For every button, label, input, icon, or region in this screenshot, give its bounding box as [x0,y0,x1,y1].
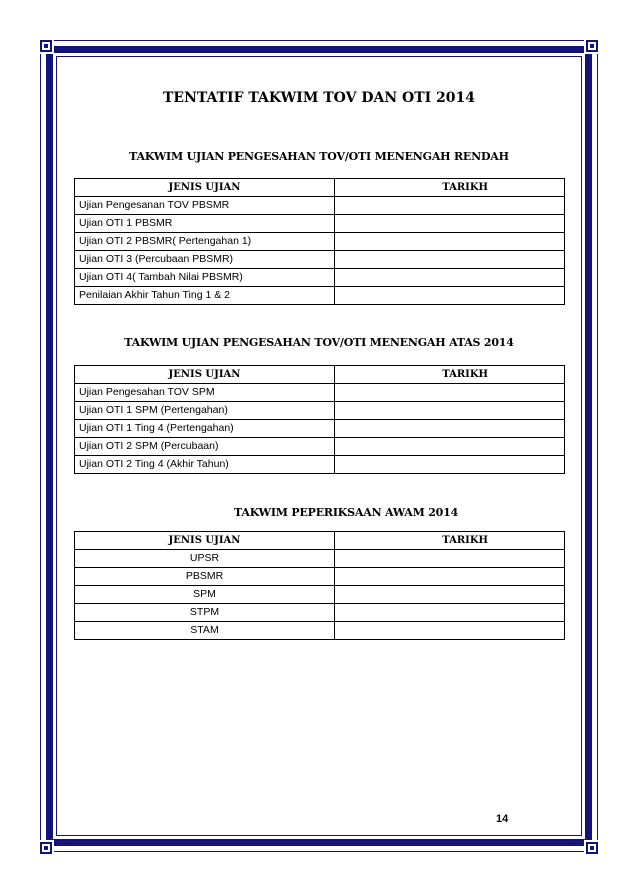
cell-tarikh [335,233,565,251]
cell-tarikh [335,269,565,287]
cell-jenis-ujian: Ujian OTI 2 PBSMR( Pertengahan 1) [75,233,335,251]
cell-tarikh [335,568,565,586]
header-jenis-ujian: JENIS UJIAN [75,179,335,197]
table-menengah-atas [74,365,565,474]
cell-jenis-ujian: Ujian OTI 1 PBSMR [75,215,335,233]
table-row [75,622,565,640]
cell-tarikh [335,586,565,604]
cell-tarikh [335,384,565,402]
table-peperiksaan-awam [74,531,565,640]
cell-tarikh [335,550,565,568]
table-row [75,568,565,586]
cell-tarikh [335,215,565,233]
table-row [75,586,565,604]
table-row [75,456,565,474]
cell-tarikh [335,438,565,456]
header-jenis-ujian: JENIS UJIAN [75,532,335,550]
cell-jenis-ujian: Ujian OTI 2 SPM (Percubaan) [75,438,335,456]
cell-jenis-ujian: Penilaian Akhir Tahun Ting 1 & 2 [75,287,335,305]
table-row [75,269,565,287]
cell-jenis-ujian: Ujian Pengesanan TOV PBSMR [75,197,335,215]
cell-jenis-ujian: Ujian OTI 3 (Percubaan PBSMR) [75,251,335,269]
frame-corner-ornament-icon [584,840,600,856]
frame-corner-ornament-icon [584,38,600,54]
table-row [75,233,565,251]
cell-tarikh [335,604,565,622]
section-title-menengah-rendah: TAKWIM UJIAN PENGESAHAN TOV/OTI MENENGAH RENDAH [129,150,509,163]
cell-tarikh [335,622,565,640]
cell-tarikh [335,287,565,305]
cell-tarikh [335,197,565,215]
table-row [75,287,565,305]
table-row [75,550,565,568]
page-title: TENTATIF TAKWIM TOV DAN OTI 2014 [162,90,476,106]
header-tarikh: TARIKH [335,532,565,550]
header-tarikh: TARIKH [335,179,565,197]
cell-jenis-ujian: Ujian OTI 2 Ting 4 (Akhir Tahun) [75,456,335,474]
table-header-row [75,366,565,384]
section-title-menengah-atas: TAKWIM UJIAN PENGESAHAN TOV/OTI MENENGAH ATAS 2014 [124,336,514,349]
table-row [75,384,565,402]
table-header-row [75,532,565,550]
table-row [75,438,565,456]
cell-jenis-ujian: Ujian Pengesahan TOV SPM [75,384,335,402]
cell-jenis-ujian: STPM [75,604,335,622]
cell-tarikh [335,420,565,438]
cell-jenis-ujian: UPSR [75,550,335,568]
table-row [75,604,565,622]
section-title-peperiksaan-awam: TAKWIM PEPERIKSAAN AWAM 2014 [234,506,459,519]
table-header-row [75,179,565,197]
cell-jenis-ujian: Ujian OTI 1 SPM (Pertengahan) [75,402,335,420]
table-row [75,402,565,420]
cell-tarikh [335,251,565,269]
cell-jenis-ujian: SPM [75,586,335,604]
table-row [75,197,565,215]
table-menengah-rendah [74,178,565,305]
frame-corner-ornament-icon [38,38,54,54]
table-row [75,251,565,269]
cell-jenis-ujian: Ujian OTI 1 Ting 4 (Pertengahan) [75,420,335,438]
cell-jenis-ujian: Ujian OTI 4( Tambah Nilai PBSMR) [75,269,335,287]
header-tarikh: TARIKH [335,366,565,384]
table-row [75,215,565,233]
cell-tarikh [335,456,565,474]
header-jenis-ujian: JENIS UJIAN [75,366,335,384]
table-row [75,420,565,438]
page-number: 14 [496,813,509,825]
cell-jenis-ujian: STAM [75,622,335,640]
cell-jenis-ujian: PBSMR [75,568,335,586]
frame-corner-ornament-icon [38,840,54,856]
cell-tarikh [335,402,565,420]
